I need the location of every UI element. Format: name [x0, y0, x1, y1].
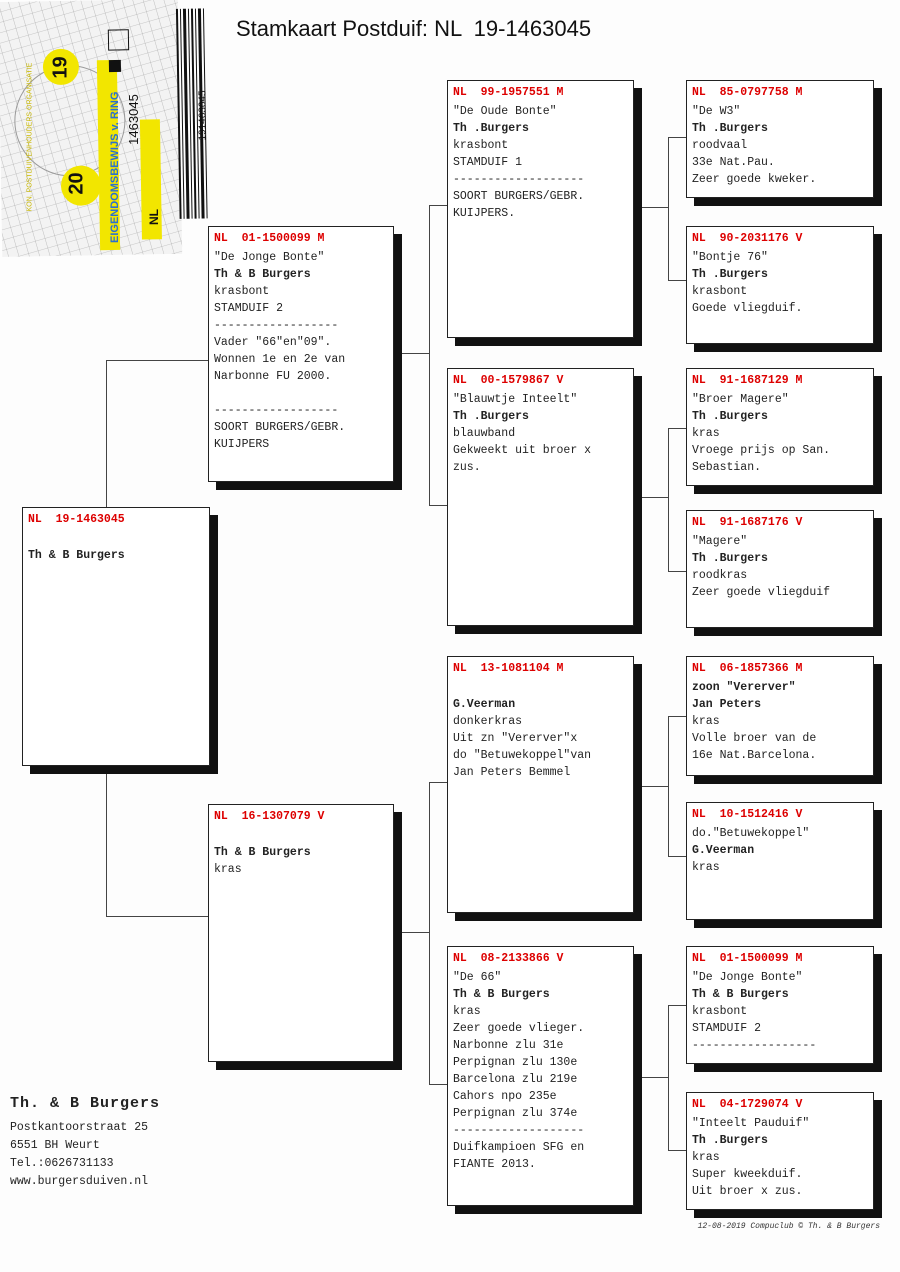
connector: [429, 505, 447, 506]
card-line: kras: [692, 1151, 720, 1164]
card-line: Barcelona zlu 219e: [453, 1073, 578, 1086]
pigeon-card-fmf: [686, 368, 874, 486]
card-line: Zeer goede kweker.: [692, 173, 817, 186]
ring-number: NL 10-1512416 V: [692, 808, 803, 821]
card-line: Duifkampioen SFG en: [453, 1141, 585, 1154]
card-line: [214, 385, 388, 402]
card-line: zoon "Vererver": [692, 681, 796, 694]
card-line: krasbont: [214, 285, 270, 298]
card-line: "Blauwtje Inteelt": [453, 393, 578, 406]
print-stamp: 12-08-2019 Compuclub © Th. & B Burgers: [697, 1222, 880, 1231]
certificate-top-text: KON. POSTDUIVENHOUDERS ORGANISATIE: [26, 62, 34, 212]
card-line: kras: [692, 427, 720, 440]
card-line: Wonnen 1e en 2e van: [214, 353, 346, 366]
card-line: "Bontje 76": [692, 251, 768, 264]
card-line: Goede vliegduif.: [692, 302, 803, 315]
card-line: Narbonne FU 2000.: [214, 370, 332, 383]
card-line: krasbont: [453, 139, 509, 152]
card-line: Th & B Burgers: [214, 268, 311, 281]
card-line: roodvaal: [692, 139, 748, 152]
ring-number: NL 04-1729074 V: [692, 1098, 803, 1111]
connector: [429, 205, 447, 206]
card-line: STAMDUIF 1: [453, 156, 523, 169]
certificate-year-left: 20: [65, 172, 88, 195]
pigeon-card-mmm: [686, 1092, 874, 1210]
card-line: STAMDUIF 2: [214, 302, 284, 315]
certificate-barcode-number: 191463045: [197, 90, 209, 141]
card-line: -------------------: [453, 1124, 585, 1137]
card-line: STAMDUIF 2: [692, 1022, 762, 1035]
ring-number: NL 16-1307079 V: [214, 810, 325, 823]
card-line: Th .Burgers: [692, 122, 768, 135]
ring-number: NL 90-2031176 V: [692, 232, 803, 245]
card-line: Th & B Burgers: [692, 988, 789, 1001]
breeder-city: 6551 BH Weurt: [10, 1139, 100, 1152]
card-line: [453, 679, 628, 696]
connector: [400, 353, 430, 354]
pigeon-card-mm: [447, 946, 634, 1206]
connector: [106, 916, 208, 917]
card-line: Zeer goede vlieger.: [453, 1022, 585, 1035]
connector: [668, 137, 686, 138]
card-line: krasbont: [692, 1005, 748, 1018]
card-line: do "Betuwekoppel"van: [453, 749, 592, 762]
card-line: Th .Burgers: [453, 410, 529, 423]
card-line: "De Jonge Bonte": [214, 251, 325, 264]
pigeon-card-self: [22, 507, 210, 766]
card-line: [28, 530, 204, 547]
card-line: SOORT BURGERS/GEBR.: [453, 190, 585, 203]
card-line: Super kweekduif.: [692, 1168, 803, 1181]
ring-number: NL 85-0797758 M: [692, 86, 803, 99]
card-line: Jan Peters Bemmel: [453, 766, 571, 779]
card-line: "De Oude Bonte": [453, 105, 557, 118]
card-line: "De 66": [453, 971, 502, 984]
card-line: Vroege prijs op San.: [692, 444, 831, 457]
breeder-name: Th. & B Burgers: [10, 1095, 161, 1112]
card-line: kras: [453, 1005, 481, 1018]
card-line: Jan Peters: [692, 698, 762, 711]
connector: [429, 782, 430, 1084]
pigeon-card-ffm: [686, 226, 874, 344]
card-line: "Broer Magere": [692, 393, 789, 406]
card-line: kras: [692, 715, 720, 728]
card-line: roodkras: [692, 569, 748, 582]
connector: [106, 360, 208, 361]
connector: [668, 428, 669, 571]
card-line: Uit broer x zus.: [692, 1185, 803, 1198]
card-line: Narbonne zlu 31e: [453, 1039, 564, 1052]
connector: [429, 782, 447, 783]
card-line: [214, 827, 388, 844]
card-line: Th .Burgers: [692, 552, 768, 565]
pigeon-card-mfm: [686, 802, 874, 920]
ring-number: NL 08-2133866 V: [453, 952, 564, 965]
card-line: Th .Burgers: [692, 410, 768, 423]
card-line: do."Betuwekoppel": [692, 827, 810, 840]
card-line: "De Jonge Bonte": [692, 971, 803, 984]
card-line: Th & B Burgers: [28, 549, 125, 562]
card-line: ------------------: [214, 319, 339, 332]
pigeon-card-fff: [686, 80, 874, 198]
card-line: Gekweekt uit broer x: [453, 444, 592, 457]
ring-number: NL 19-1463045: [28, 513, 125, 526]
pigeon-card-mmf: [686, 946, 874, 1064]
ring-number: NL 91-1687129 M: [692, 374, 803, 387]
pigeon-card-mf: [447, 656, 634, 913]
breeder-website: www.burgersduiven.nl: [10, 1175, 149, 1188]
card-line: KUIJPERS: [214, 438, 270, 451]
card-line: kras: [692, 861, 720, 874]
certificate-title: EIGENDOMSBEWIJS v. RING: [109, 91, 121, 243]
certificate-ring-number: 1463045: [125, 94, 141, 145]
connector: [429, 205, 430, 505]
certificate-year-right: 19: [49, 56, 72, 79]
card-line: Zeer goede vliegduif: [692, 586, 831, 599]
connector: [668, 716, 686, 717]
connector: [400, 932, 430, 933]
connector: [668, 137, 669, 280]
card-line: Th .Burgers: [453, 122, 529, 135]
connector: [640, 207, 669, 208]
connector: [668, 1150, 686, 1151]
card-line: donkerkras: [453, 715, 523, 728]
card-line: G.Veerman: [692, 844, 755, 857]
card-line: Uit zn "Vererver"x: [453, 732, 578, 745]
card-line: ------------------: [214, 404, 339, 417]
connector: [640, 497, 669, 498]
card-line: krasbont: [692, 285, 748, 298]
pigeon-card-ff: [447, 80, 634, 338]
page-title: Stamkaart Postduif: NL 19-1463045: [236, 16, 592, 41]
card-line: 33e Nat.Pau.: [692, 156, 775, 169]
card-line: Perpignan zlu 130e: [453, 1056, 578, 1069]
connector: [668, 856, 686, 857]
pigeon-card-fm: [447, 368, 634, 626]
card-line: "Magere": [692, 535, 748, 548]
ring-number: NL 01-1500099 M: [692, 952, 803, 965]
ring-number: NL 13-1081104 M: [453, 662, 564, 675]
connector: [668, 428, 686, 429]
pigeon-card-father: [208, 226, 394, 482]
card-line: Th & B Burgers: [453, 988, 550, 1001]
card-line: Volle broer van de: [692, 732, 817, 745]
card-line: blauwband: [453, 427, 516, 440]
card-line: Cahors npo 235e: [453, 1090, 557, 1103]
card-line: "Inteelt Pauduif": [692, 1117, 810, 1130]
card-line: FIANTE 2013.: [453, 1158, 536, 1171]
breeder-street: Postkantoorstraat 25: [10, 1121, 149, 1134]
connector: [668, 571, 686, 572]
connector: [668, 1005, 669, 1150]
connector: [668, 716, 669, 856]
card-line: -------------------: [453, 173, 585, 186]
card-line: SOORT BURGERS/GEBR.: [214, 421, 346, 434]
card-line: 16e Nat.Barcelona.: [692, 749, 817, 762]
breeder-phone: Tel.:0626731133: [10, 1157, 114, 1170]
card-line: zus.: [453, 461, 481, 474]
card-line: kras: [214, 863, 242, 876]
card-line: Sebastian.: [692, 461, 762, 474]
card-line: KUIJPERS.: [453, 207, 516, 220]
card-line: "De W3": [692, 105, 741, 118]
connector: [429, 1084, 447, 1085]
pigeon-card-mother: [208, 804, 394, 1062]
card-line: Perpignan zlu 374e: [453, 1107, 578, 1120]
pigeon-card-mff: [686, 656, 874, 776]
connector: [668, 1005, 686, 1006]
card-line: ------------------: [692, 1039, 817, 1052]
ring-number: NL 91-1687176 V: [692, 516, 803, 529]
breeder-address: [10, 1095, 160, 1191]
pigeon-card-fmm: [686, 510, 874, 628]
connector: [640, 786, 669, 787]
ring-number: NL 00-1579867 V: [453, 374, 564, 387]
ring-number: NL 99-1957551 M: [453, 86, 564, 99]
connector: [640, 1077, 669, 1078]
ring-number: NL 06-1857366 M: [692, 662, 803, 675]
card-line: Th & B Burgers: [214, 846, 311, 859]
connector: [668, 280, 686, 281]
card-line: G.Veerman: [453, 698, 516, 711]
card-line: Th .Burgers: [692, 268, 768, 281]
certificate-country: NL: [147, 209, 161, 225]
card-line: Vader "66"en"09".: [214, 336, 332, 349]
card-line: Th .Burgers: [692, 1134, 768, 1147]
ring-number: NL 01-1500099 M: [214, 232, 325, 245]
